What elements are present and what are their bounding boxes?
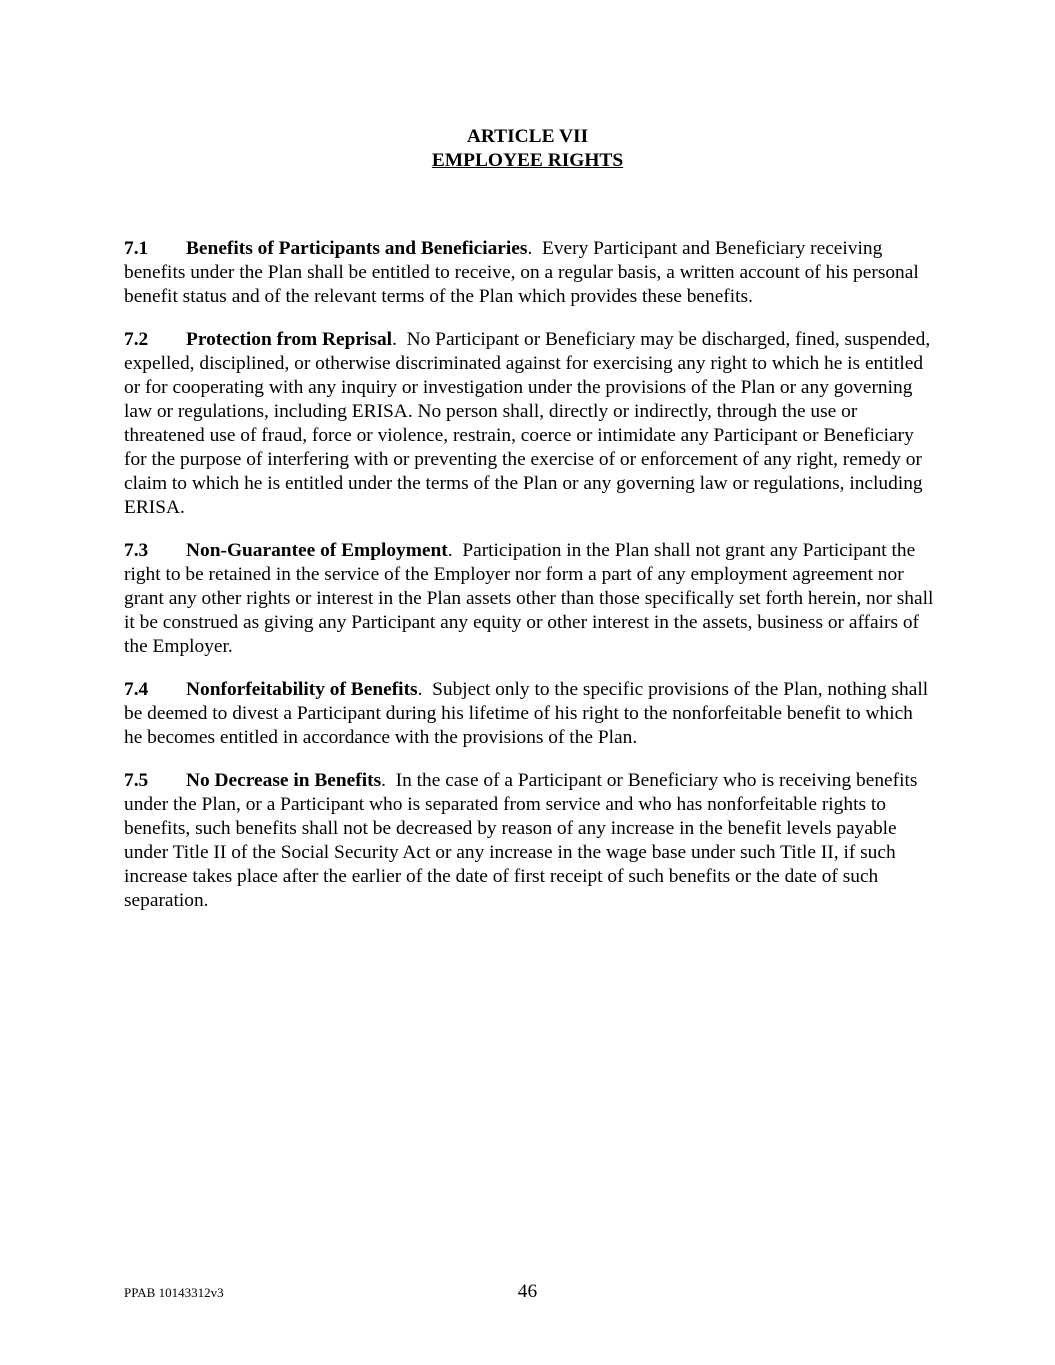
section-title: Protection from Reprisal [186,329,393,350]
article-title [0,149,1055,173]
section-text: Participation in the Plan shall not grant any Participant the right to be retained in the service of the Employer nor form a part of any employment agreement nor grant any other rights or interest in the Plan assets other than those specifically set forth herein, nor shall it be construed as giving any Participant any equity or other interest in the assets, business or affairs of the Employer. [124,540,934,657]
section-title: Non-Guarantee of Employment [186,540,448,561]
section-number: 7.3 [124,540,149,561]
section-title: Benefits of Participants and Beneficiaries [186,238,528,259]
footer-document-id: PPAB 10143312v3 [124,1285,224,1300]
section-title: Nonforfeitability of Benefits [186,679,418,700]
section-text: In the case of a Participant or Beneficiary who is receiving benefits under the Plan, or a Participant who is separated from service and who has nonforfeitable rights to benefits, such benefits shall not be decreased by reason of any increase in the benefit levels payable under Title II of the Social Security Act or any increase in the wage base under such Title II, if such increase takes place after the earlier of the date of first receipt of such benefits or the date of such separation. [124,770,918,911]
section-7-1: 7.1 Benefits of Participants and Beneficiaries. Every Participant and Beneficiary receiving benefits under the Plan shall be entitled to receive, on a regular basis, a written account of his personal benefit status and of the relevant terms of the Plan which provides these benefits. [124,238,919,307]
section-number: 7.5 [124,770,149,791]
section-7-3: 7.3 Non-Guarantee of Employment. Participation in the Plan shall not grant any Participant the right to be retained in the service of the Employer nor form a part of any employment agreement nor grant any other rights or interest in the Plan assets other than those specifically set forth herein, nor shall it be construed as giving any Participant any equity or other interest in the assets, business or affairs of the Employer. [124,540,934,657]
section-number: 7.1 [124,238,149,259]
page-number: 46 [517,1281,538,1302]
section-text: Every Participant and Beneficiary receiving benefits under the Plan shall be entitled to receive, on a regular basis, a written account of his personal benefit status and of the relevant terms of the Plan which provides these benefits. [124,238,919,307]
section-7-2: 7.2 Protection from Reprisal. No Participant or Beneficiary may be discharged, fined, suspended, expelled, disciplined, or otherwise discriminated against for exercising any right to which he is entitled or for cooperating with any inquiry or investigation under the provisions of the Plan or any governing law or regulations, including ERISA. No person shall, directly or indirectly, through the use or threatened use of fraud, force or violence, restrain, coerce or intimidate any Participant or Beneficiary for the purpose of interfering with or preventing the exercise of or enforcement of any right, remedy or claim to which he is entitled under the terms of the Plan or any governing law or regulations, including ERISA. [124,329,931,518]
section-7-4: 7.4 Nonforfeitability of Benefits. Subject only to the specific provisions of the Plan, nothing shall be deemed to divest a Participant during his lifetime of his right to the nonforfeitable benefit to which he becomes entitled in accordance with the provisions of the Plan. [124,679,929,748]
section-title: No Decrease in Benefits [186,770,382,791]
section-text: Subject only to the specific provisions of the Plan, nothing shall be deemed to divest a Participant during his lifetime of his right to the nonforfeitable benefit to which he becomes entitled in accordance with the provisions of the Plan. [124,679,929,748]
article-body [124,237,934,932]
article-number: ARTICLE VII [466,126,589,147]
section-number: 7.2 [124,329,149,350]
section-number: 7.4 [124,679,149,700]
article-heading [0,125,1055,173]
section-7-5: 7.5 No Decrease in Benefits. In the case of a Participant or Beneficiary who is receiving benefits under the Plan, or a Participant who is separated from service and who has nonforfeitable rights to benefits, such benefits shall not be decreased by reason of any increase in the benefit levels payable under Title II of the Social Security Act or any increase in the wage base under such Title II, if such increase takes place after the earlier of the date of first receipt of such benefits or the date of such separation. [124,770,918,911]
article-title-text: EMPLOYEE RIGHTS [431,150,624,171]
section-text: No Participant or Beneficiary may be discharged, fined, suspended, expelled, disciplined, or otherwise discriminated against for exercising any right to which he is entitled or for cooperating with any inquiry or investigation under the provisions of the Plan or any governing law or regulations, including ERISA. No person shall, directly or indirectly, through the use or threatened use of fraud, force or violence, restrain, coerce or intimidate any Participant or Beneficiary for the purpose of interfering with or preventing the exercise of or enforcement of any right, remedy or claim to which he is entitled under the terms of the Plan or any governing law or regulations, including ERISA. [124,329,931,518]
